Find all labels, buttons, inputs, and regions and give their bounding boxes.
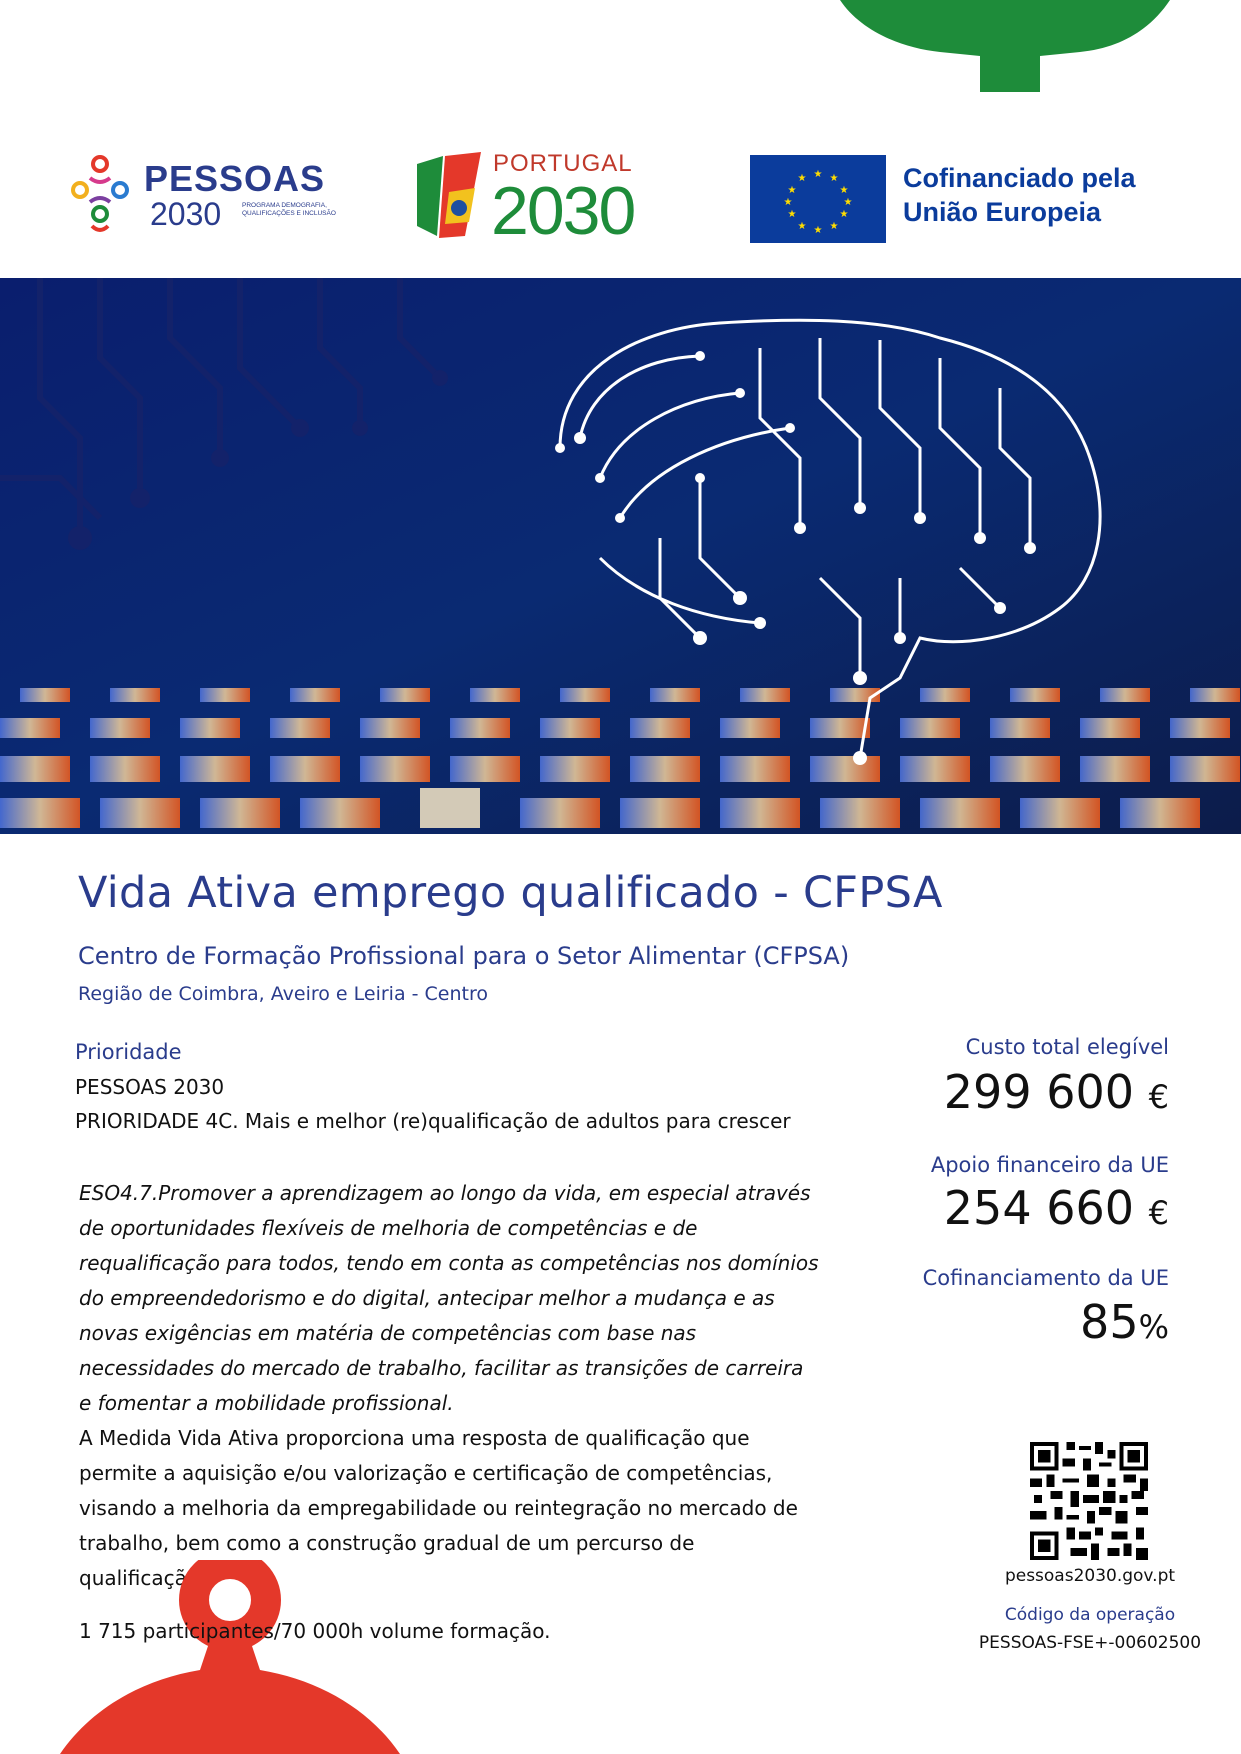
cofinancing-percent: % [1138, 1308, 1169, 1346]
eu-support-label: Apoio financeiro da UE [930, 1153, 1169, 1177]
cofinancing-value [1080, 1295, 1169, 1349]
portugal-flag-icon [415, 152, 485, 242]
priority-program: PESSOAS 2030 [75, 1075, 225, 1099]
pessoas-logo-year: 2030 [150, 196, 222, 232]
portugal-logo-year: 2030 [491, 173, 635, 249]
portugal-2030-logo [415, 150, 675, 250]
priority-description: PRIORIDADE 4C. Mais e melhor (re)qualificação de adultos para crescer [75, 1109, 791, 1133]
svg-text:★: ★ [829, 221, 839, 232]
total-cost-label: Custo total elegível [965, 1035, 1169, 1059]
svg-text:★: ★ [839, 185, 849, 196]
total-cost-value [944, 1065, 1169, 1119]
decorative-green-shape [840, 0, 1180, 92]
svg-text:★: ★ [813, 225, 823, 236]
circuit-brain-illustration [0, 278, 1241, 834]
project-title: Vida Ativa emprego qualificado - CFPSA [78, 868, 943, 918]
qr-code-icon[interactable] [1030, 1442, 1148, 1560]
portugal-logo-name: PORTUGAL [493, 150, 633, 177]
participants-summary: 1 715 participantes/70 000h volume formação. [79, 1619, 551, 1643]
svg-text:★: ★ [787, 209, 797, 220]
eu-cofinancing-logo [750, 155, 1190, 245]
measure-description-text: A Medida Vida Ativa proporciona uma resposta de qualificação que permite a aquisição e/ou valorização e certificação de competências, visando a melhoria da empregabilidade ou reintegração no mercado de trabalho, bem como a construção gradual de um percurso de qualificação. [79, 1426, 798, 1590]
eu-support-amount: 254 660 [943, 1181, 1135, 1235]
pessoas-logo-name: PESSOAS [144, 158, 326, 199]
total-cost-currency: € [1148, 1078, 1169, 1116]
svg-text:★: ★ [783, 197, 793, 208]
eu-logo-line1: Cofinanciado pela [903, 163, 1136, 193]
svg-text:★: ★ [797, 221, 807, 232]
priority-label: Prioridade [75, 1040, 182, 1064]
operation-code-label: Código da operação [1004, 1605, 1176, 1625]
svg-text:★: ★ [829, 173, 839, 184]
eu-flag-icon [750, 155, 886, 243]
svg-text:★: ★ [797, 173, 807, 184]
project-region: Região de Coimbra, Aveiro e Leiria - Centro [78, 983, 488, 1005]
operation-code-value: PESSOAS-FSE+-00602500 [978, 1633, 1202, 1653]
svg-text:★: ★ [787, 185, 797, 196]
eu-support-value [944, 1181, 1169, 1235]
cofinancing-label: Cofinanciamento da UE [922, 1266, 1169, 1290]
pessoas-2030-logo [68, 150, 338, 250]
svg-text:★: ★ [843, 197, 853, 208]
website-link[interactable]: pessoas2030.gov.pt [1004, 1566, 1176, 1586]
cofinancing-amount: 85 [1080, 1295, 1139, 1349]
eu-logo-line2: União Europeia [903, 197, 1102, 227]
svg-text:★: ★ [839, 209, 849, 220]
specific-objective-text: ESO4.7.Promover a aprendizagem ao longo da vida, em especial através de oportunidades flexíveis de melhoria de competências e de requalificação para todos, tendo em conta as competências nos domínios do empreendedorismo e do digital, antecipar melhor a mudança e as novas exigências em matéria de competências com base nas necessidades do mercado de trabalho, facilitar as transições de carreira e fomentar a mobilidade profissional. [79, 1181, 819, 1415]
decorative-red-person-shape [60, 1560, 400, 1754]
svg-text:★: ★ [813, 169, 823, 180]
total-cost-amount: 299 600 [943, 1065, 1135, 1119]
project-subtitle: Centro de Formação Profissional para o Setor Alimentar (CFPSA) [78, 942, 850, 970]
eu-support-currency: € [1148, 1194, 1169, 1232]
pessoas-logo-tagline: PROGRAMA DEMOGRAFIA, QUALIFICAÇÕES E INCLUSÃO [242, 202, 336, 217]
